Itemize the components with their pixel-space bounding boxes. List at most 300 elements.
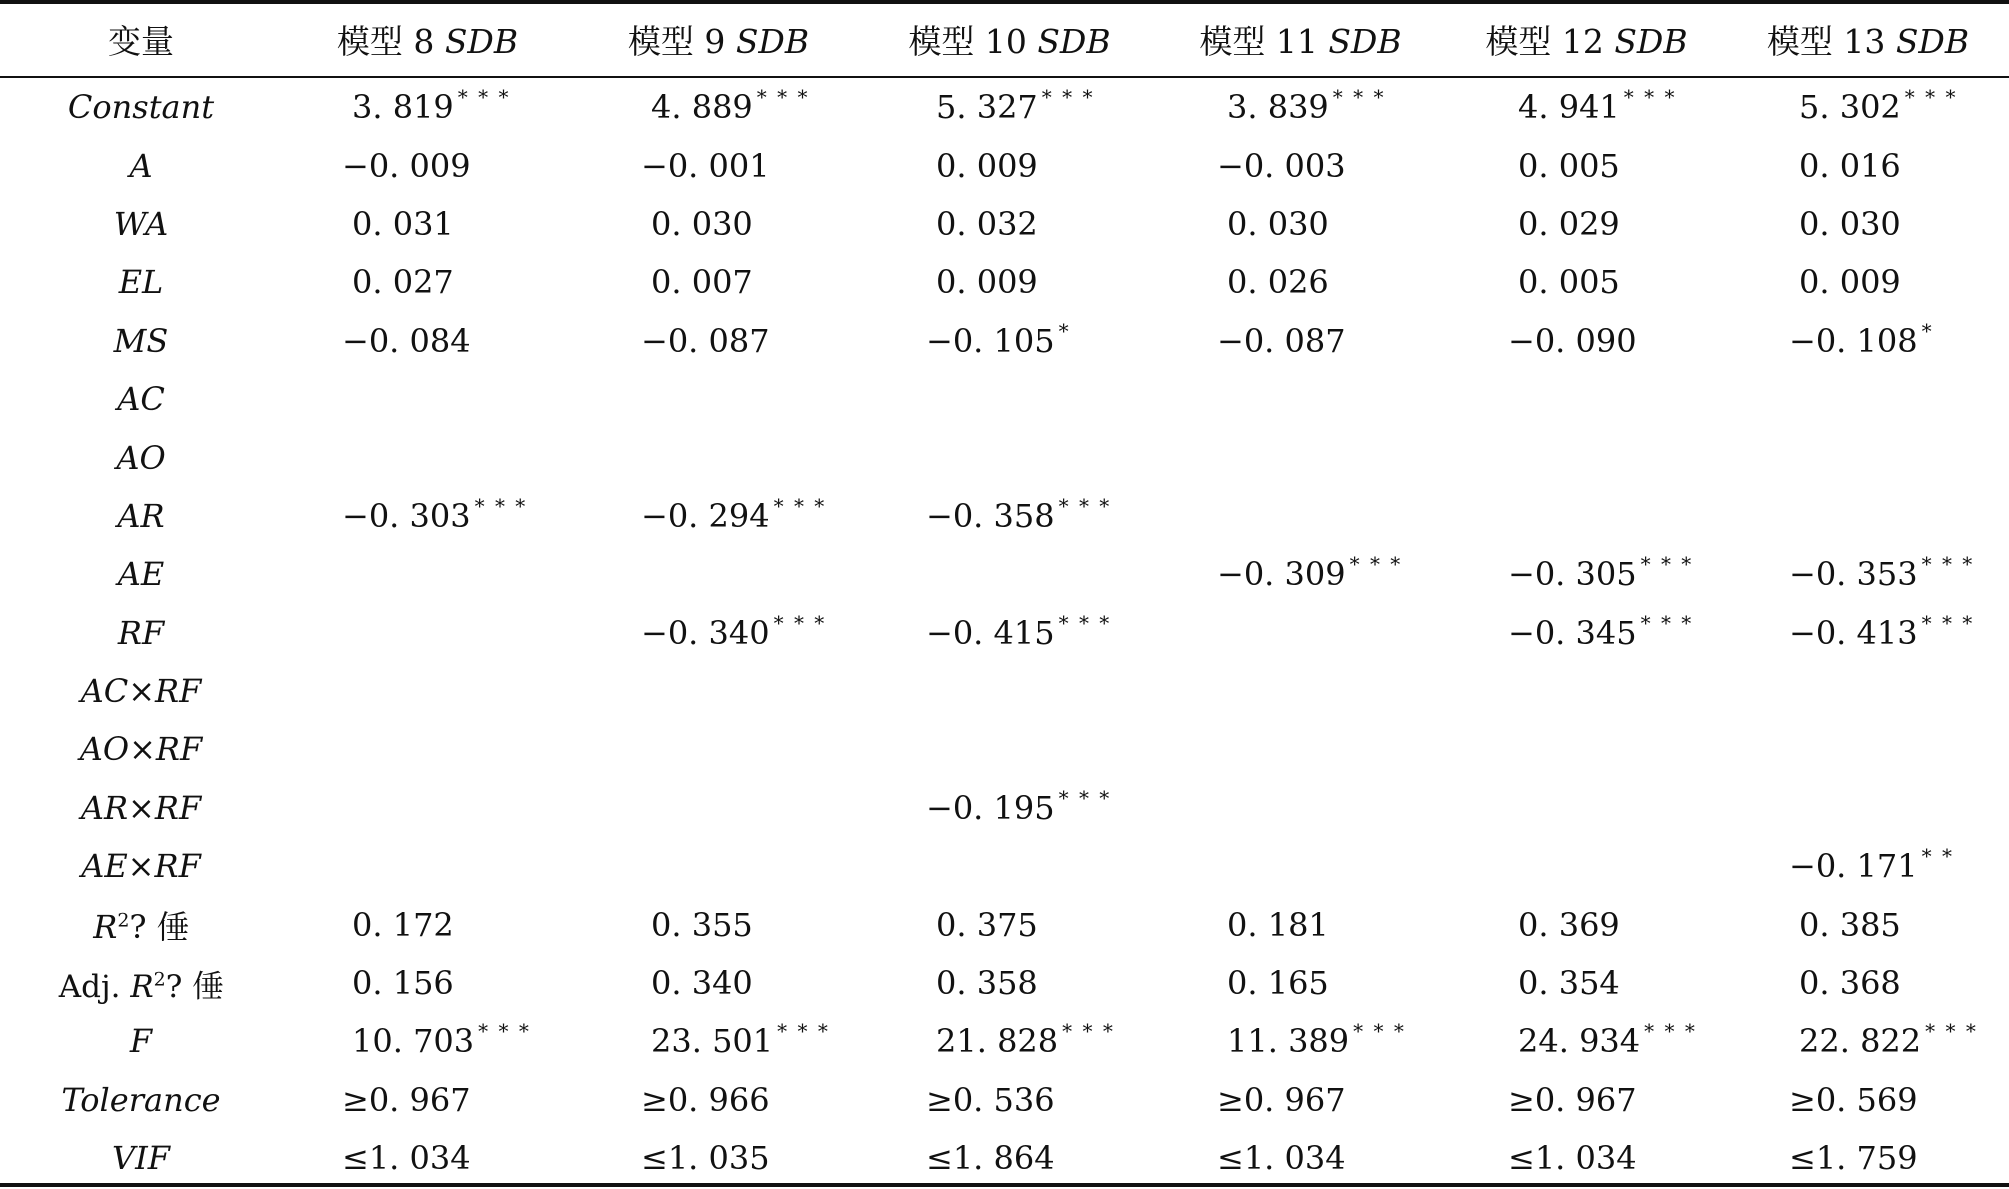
table-row: [0, 720, 2009, 778]
row-variable: [0, 195, 282, 253]
variable-name: AO: [116, 438, 166, 477]
cell-value: 3. 839: [1227, 88, 1329, 127]
table-cell: [1727, 1071, 2009, 1129]
header-model-dependent: SDB: [1328, 21, 1402, 61]
variable-suffix: ? 倕: [129, 907, 189, 946]
table-row: [0, 370, 2009, 428]
table-cell: [864, 837, 1155, 895]
header-model-prefix: 模型: [1485, 21, 1562, 61]
table-cell: [1155, 895, 1446, 953]
table-cell: [1155, 837, 1446, 895]
cell-value: 5. 327: [936, 88, 1038, 127]
row-variable: [0, 428, 282, 486]
significance-stars: * * *: [773, 493, 827, 518]
variable-name: Constant: [67, 88, 215, 127]
cell-value-wrap: [1217, 1139, 1346, 1177]
table-cell: [1155, 78, 1446, 136]
table-cell: [864, 428, 1155, 486]
table-cell: [1446, 253, 1727, 311]
cell-value: 0. 027: [352, 263, 454, 302]
variable-name: AE×RF: [81, 847, 201, 886]
significance-stars: * * *: [1640, 610, 1694, 635]
cell-value-wrap: [1217, 1081, 1346, 1119]
table-cell: [573, 428, 864, 486]
table-cell: [1727, 370, 2009, 428]
significance-stars: * * *: [1644, 1019, 1697, 1044]
table-cell: [282, 720, 573, 778]
row-variable: [0, 1071, 282, 1129]
table-cell: [1446, 136, 1727, 194]
cell-value: −0. 195: [926, 788, 1055, 827]
table-cell: [1727, 1129, 2009, 1187]
cell-value-wrap: [1789, 1139, 1918, 1177]
cell-value-wrap: [1789, 318, 1934, 360]
cell-value: ≥0. 536: [926, 1080, 1055, 1119]
table-cell: [864, 312, 1155, 370]
significance-stars: * * *: [777, 1019, 830, 1044]
cell-value: 0. 009: [936, 146, 1038, 185]
table-cell: [1727, 487, 2009, 545]
cell-value-wrap: [1217, 322, 1346, 360]
variable-name: WA: [113, 204, 169, 243]
cell-value-wrap: [1227, 85, 1386, 127]
table-cell: [1727, 720, 2009, 778]
table-cell: [864, 78, 1155, 136]
table-cell: [573, 1071, 864, 1129]
header-model: [864, 0, 1155, 78]
table-cell: [1727, 428, 2009, 486]
cell-value: 0. 009: [936, 263, 1038, 302]
cell-value-wrap: [651, 85, 810, 127]
cell-value-wrap: [1508, 552, 1694, 594]
cell-value: −0. 090: [1508, 321, 1637, 360]
variable-name: R: [130, 968, 154, 1005]
cell-value-wrap: [342, 1139, 471, 1177]
cell-value: ≤1. 034: [342, 1139, 471, 1178]
table-row: [0, 136, 2009, 194]
table-cell: [864, 662, 1155, 720]
table-cell: [573, 954, 864, 1012]
cell-value-wrap: [936, 263, 1038, 301]
variable-name: F: [129, 1022, 153, 1061]
table-cell: [573, 779, 864, 837]
cell-value: 23. 501: [651, 1022, 774, 1061]
variable-name: AC: [117, 380, 165, 419]
variable-suffix: ? 倕: [165, 968, 224, 1005]
row-variable: [0, 370, 282, 428]
table-cell: [1727, 1012, 2009, 1070]
significance-stars: * * *: [1058, 610, 1112, 635]
cell-value: −0. 105: [926, 321, 1055, 360]
table-cell: [1727, 837, 2009, 895]
cell-value-wrap: [352, 263, 454, 301]
table-cell: [1155, 779, 1446, 837]
table-cell: [1727, 604, 2009, 662]
table-cell: [282, 779, 573, 837]
table-cell: [864, 195, 1155, 253]
cell-value-wrap: [1227, 1019, 1406, 1061]
cell-value-wrap: [926, 785, 1112, 827]
header-model: [1727, 0, 2009, 78]
significance-stars: * * *: [1349, 552, 1403, 577]
cell-value: −0. 353: [1789, 555, 1918, 594]
cell-value: 0. 030: [651, 204, 753, 243]
row-variable: [0, 545, 282, 603]
cell-value-wrap: [1799, 906, 1901, 944]
cell-value: −0. 087: [641, 321, 770, 360]
significance-stars: *: [1058, 318, 1071, 343]
header-model: [1155, 0, 1446, 78]
table-row: [0, 195, 2009, 253]
table-cell: [1446, 662, 1727, 720]
table-row: [0, 78, 2009, 136]
variable-name: AC×RF: [80, 672, 202, 711]
cell-value: 0. 355: [651, 905, 753, 944]
table-cell: [1727, 78, 2009, 136]
row-variable: [0, 779, 282, 837]
table-cell: [1727, 662, 2009, 720]
cell-value: −0. 309: [1217, 555, 1346, 594]
cell-value-wrap: [926, 493, 1112, 535]
variable-superscript: 2: [153, 968, 166, 991]
table-cell: [1155, 1129, 1446, 1187]
table-cell: [573, 487, 864, 545]
table-cell: [573, 370, 864, 428]
row-variable: [0, 1012, 282, 1070]
cell-value-wrap: [1518, 205, 1620, 243]
table-cell: [1155, 136, 1446, 194]
row-variable: [0, 253, 282, 311]
cell-value-wrap: [1789, 1081, 1918, 1119]
cell-value: −0. 084: [342, 321, 471, 360]
table-cell: [282, 604, 573, 662]
table-row: [0, 1129, 2009, 1187]
header-model-prefix: 模型: [1199, 21, 1276, 61]
table-cell: [282, 253, 573, 311]
cell-value-wrap: [641, 147, 770, 185]
cell-value-wrap: [651, 263, 753, 301]
table-row: [0, 662, 2009, 720]
cell-value: 21. 828: [936, 1022, 1059, 1061]
header-model-prefix: 模型: [1766, 21, 1844, 61]
header-model-number: 10: [984, 21, 1038, 61]
cell-value-wrap: [926, 318, 1071, 360]
significance-stars: * * *: [1925, 1019, 1978, 1044]
significance-stars: * * *: [1640, 552, 1694, 577]
significance-stars: * * *: [1062, 1019, 1115, 1044]
table-cell: [1155, 662, 1446, 720]
cell-value-wrap: [1217, 552, 1403, 594]
table-cell: [282, 428, 573, 486]
cell-value-wrap: [936, 85, 1095, 127]
cell-value-wrap: [936, 147, 1038, 185]
table-cell: [864, 779, 1155, 837]
table-cell: [1446, 1012, 1727, 1070]
header-model: [573, 0, 864, 78]
header-model-prefix: 模型: [336, 21, 414, 61]
table-cell: [1446, 487, 1727, 545]
table-cell: [282, 662, 573, 720]
row-variable: [0, 487, 282, 545]
table-cell: [282, 837, 573, 895]
table-cell: [573, 837, 864, 895]
table-cell: [282, 195, 573, 253]
cell-value: −0. 303: [342, 496, 471, 535]
cell-value: −0. 294: [641, 496, 770, 535]
row-variable: [0, 662, 282, 720]
table-cell: [1446, 78, 1727, 136]
cell-value-wrap: [1518, 1019, 1697, 1061]
significance-stars: * * *: [1623, 85, 1677, 110]
table-row: [0, 895, 2009, 953]
row-variable: [0, 136, 282, 194]
cell-value-wrap: [352, 1019, 531, 1061]
table-cell: [864, 136, 1155, 194]
cell-value-wrap: [1789, 610, 1975, 652]
table-cell: [864, 545, 1155, 603]
table-cell: [1155, 487, 1446, 545]
cell-value: 0. 032: [936, 204, 1038, 243]
cell-value: −0. 001: [641, 146, 770, 185]
cell-value: −0. 305: [1508, 555, 1637, 594]
table-cell: [1446, 895, 1727, 953]
cell-value: 0. 026: [1227, 263, 1329, 302]
header-model-dependent: SDB: [1895, 21, 1970, 61]
cell-value-wrap: [641, 322, 770, 360]
table-row: [0, 779, 2009, 837]
cell-value: 0. 009: [1799, 263, 1901, 302]
table-cell: [864, 604, 1155, 662]
row-variable: [0, 895, 282, 953]
cell-value: −0. 009: [342, 146, 471, 185]
cell-value: 0. 369: [1518, 905, 1620, 944]
variable-name: AO×RF: [79, 730, 203, 769]
table-cell: [1727, 253, 2009, 311]
table-cell: [573, 78, 864, 136]
table-cell: [1446, 954, 1727, 1012]
cell-value: 0. 358: [936, 964, 1038, 1003]
cell-value: ≤1. 034: [1508, 1139, 1637, 1178]
cell-value: 0. 368: [1799, 964, 1901, 1003]
table-cell: [1155, 253, 1446, 311]
significance-stars: * * *: [474, 493, 528, 518]
table-row: [0, 428, 2009, 486]
table-cell: [282, 78, 573, 136]
variable-name: Tolerance: [61, 1080, 221, 1119]
significance-stars: * * *: [478, 1019, 531, 1044]
cell-value: ≥0. 967: [1508, 1080, 1637, 1119]
table-cell: [864, 895, 1155, 953]
header-model-number: 9: [704, 21, 736, 61]
cell-value-wrap: [342, 493, 528, 535]
header-model-prefix: 模型: [908, 21, 985, 61]
table-cell: [1446, 370, 1727, 428]
table-cell: [282, 370, 573, 428]
cell-value: −0. 413: [1789, 613, 1918, 652]
header-model: [1446, 0, 1727, 78]
cell-value: 0. 029: [1518, 204, 1620, 243]
table-cell: [282, 954, 573, 1012]
variable-name: VIF: [112, 1139, 170, 1178]
table-cell: [573, 1129, 864, 1187]
cell-value: 0. 030: [1799, 204, 1901, 243]
table-cell: [864, 1071, 1155, 1129]
cell-value: ≤1. 759: [1789, 1139, 1918, 1178]
table-cell: [1727, 779, 2009, 837]
cell-value: −0. 108: [1789, 321, 1918, 360]
cell-value: ≥0. 966: [641, 1080, 770, 1119]
cell-value-wrap: [1508, 610, 1694, 652]
significance-stars: * * *: [1904, 85, 1958, 110]
cell-value-wrap: [1518, 263, 1620, 301]
row-variable: [0, 1129, 282, 1187]
significance-stars: * * *: [1058, 493, 1112, 518]
cell-value: 0. 005: [1518, 146, 1620, 185]
significance-stars: * * *: [1058, 785, 1112, 810]
table-cell: [282, 136, 573, 194]
header-model-dependent: SDB: [1037, 21, 1111, 61]
table-cell: [1155, 954, 1446, 1012]
table-cell: [1446, 779, 1727, 837]
cell-value-wrap: [1518, 147, 1620, 185]
cell-value-wrap: [926, 1139, 1055, 1177]
cell-value: 0. 030: [1227, 204, 1329, 243]
cell-value-wrap: [1508, 1081, 1637, 1119]
cell-value: 0. 031: [352, 204, 454, 243]
table-cell: [864, 954, 1155, 1012]
cell-value-wrap: [1789, 844, 1954, 886]
cell-value: 10. 703: [352, 1022, 475, 1061]
table-cell: [864, 253, 1155, 311]
table-cell: [573, 312, 864, 370]
header-model-number: 11: [1275, 21, 1329, 61]
table-cell: [1446, 1071, 1727, 1129]
table-cell: [1155, 312, 1446, 370]
cell-value: ≥0. 967: [342, 1080, 471, 1119]
cell-value: ≤1. 864: [926, 1139, 1055, 1178]
cell-value: 22. 822: [1799, 1022, 1922, 1061]
variable-name: MS: [113, 321, 169, 360]
cell-value: −0. 171: [1789, 847, 1918, 886]
table-cell: [573, 136, 864, 194]
cell-value-wrap: [651, 205, 753, 243]
table-row: [0, 1071, 2009, 1129]
cell-value: 0. 007: [651, 263, 753, 302]
cell-value-wrap: [1227, 906, 1329, 944]
cell-value-wrap: [1518, 964, 1620, 1002]
variable-prefix: Adj.: [58, 968, 131, 1005]
table-cell: [1727, 954, 2009, 1012]
cell-value-wrap: [1789, 552, 1975, 594]
cell-value-wrap: [641, 493, 827, 535]
cell-value: 0. 165: [1227, 964, 1329, 1003]
significance-stars: * * *: [1041, 85, 1095, 110]
table-row: [0, 1012, 2009, 1070]
cell-value-wrap: [342, 322, 471, 360]
variable-name: A: [129, 146, 153, 185]
table-cell: [864, 487, 1155, 545]
table-cell: [864, 1012, 1155, 1070]
table-cell: [573, 604, 864, 662]
table-cell: [282, 1071, 573, 1129]
cell-value: 0. 156: [352, 964, 454, 1003]
table-row: [0, 837, 2009, 895]
header-model: [282, 0, 573, 78]
table-row: [0, 545, 2009, 603]
table-cell: [1446, 428, 1727, 486]
table-cell: [573, 895, 864, 953]
cell-value-wrap: [342, 147, 471, 185]
header-model-prefix: 模型: [627, 21, 705, 61]
row-variable: [0, 720, 282, 778]
significance-stars: * * *: [1921, 610, 1975, 635]
header-model-number: 12: [1561, 21, 1615, 61]
table-cell: [1155, 604, 1446, 662]
table-cell: [1727, 136, 2009, 194]
header-model-dependent: SDB: [1614, 21, 1688, 61]
cell-value: 4. 941: [1518, 88, 1620, 127]
cell-value: −0. 415: [926, 613, 1055, 652]
table-cell: [282, 1012, 573, 1070]
table-cell: [282, 895, 573, 953]
table-cell: [1727, 312, 2009, 370]
cell-value: 24. 934: [1518, 1022, 1641, 1061]
variable-superscript: 2: [117, 909, 130, 931]
table-cell: [1446, 1129, 1727, 1187]
cell-value: ≤1. 034: [1217, 1139, 1346, 1178]
cell-value: 0. 172: [352, 905, 454, 944]
significance-stars: * * *: [1353, 1019, 1406, 1044]
table-cell: [282, 487, 573, 545]
cell-value: 5. 302: [1799, 88, 1901, 127]
cell-value-wrap: [352, 85, 511, 127]
table-cell: [573, 1012, 864, 1070]
cell-value-wrap: [1799, 205, 1901, 243]
row-variable: [0, 78, 282, 136]
table-cell: [282, 312, 573, 370]
cell-value-wrap: [651, 1019, 830, 1061]
cell-value-wrap: [1518, 85, 1677, 127]
cell-value: 0. 354: [1518, 964, 1620, 1003]
table-cell: [1446, 312, 1727, 370]
table-cell: [1446, 604, 1727, 662]
cell-value-wrap: [1227, 964, 1329, 1002]
table-cell: [282, 545, 573, 603]
table-row: [0, 312, 2009, 370]
header-variable: 变量: [108, 21, 174, 61]
table-cell: [1446, 837, 1727, 895]
table-cell: [1155, 1071, 1446, 1129]
cell-value-wrap: [641, 610, 827, 652]
cell-value-wrap: [641, 1139, 770, 1177]
table-cell: [573, 662, 864, 720]
table-body: [0, 78, 2009, 1187]
cell-value: ≥0. 967: [1217, 1080, 1346, 1119]
table-cell: [573, 195, 864, 253]
table-cell: [1727, 895, 2009, 953]
variable-name: AR×RF: [80, 788, 202, 827]
table-cell: [1155, 370, 1446, 428]
cell-value: 11. 389: [1227, 1022, 1350, 1061]
header-model-dependent: SDB: [444, 21, 519, 61]
cell-value: −0. 340: [641, 613, 770, 652]
table-row: [0, 954, 2009, 1012]
table-cell: [864, 370, 1155, 428]
cell-value-wrap: [936, 205, 1038, 243]
cell-value-wrap: [1799, 964, 1901, 1002]
cell-value: ≤1. 035: [641, 1139, 770, 1178]
cell-value-wrap: [926, 610, 1112, 652]
